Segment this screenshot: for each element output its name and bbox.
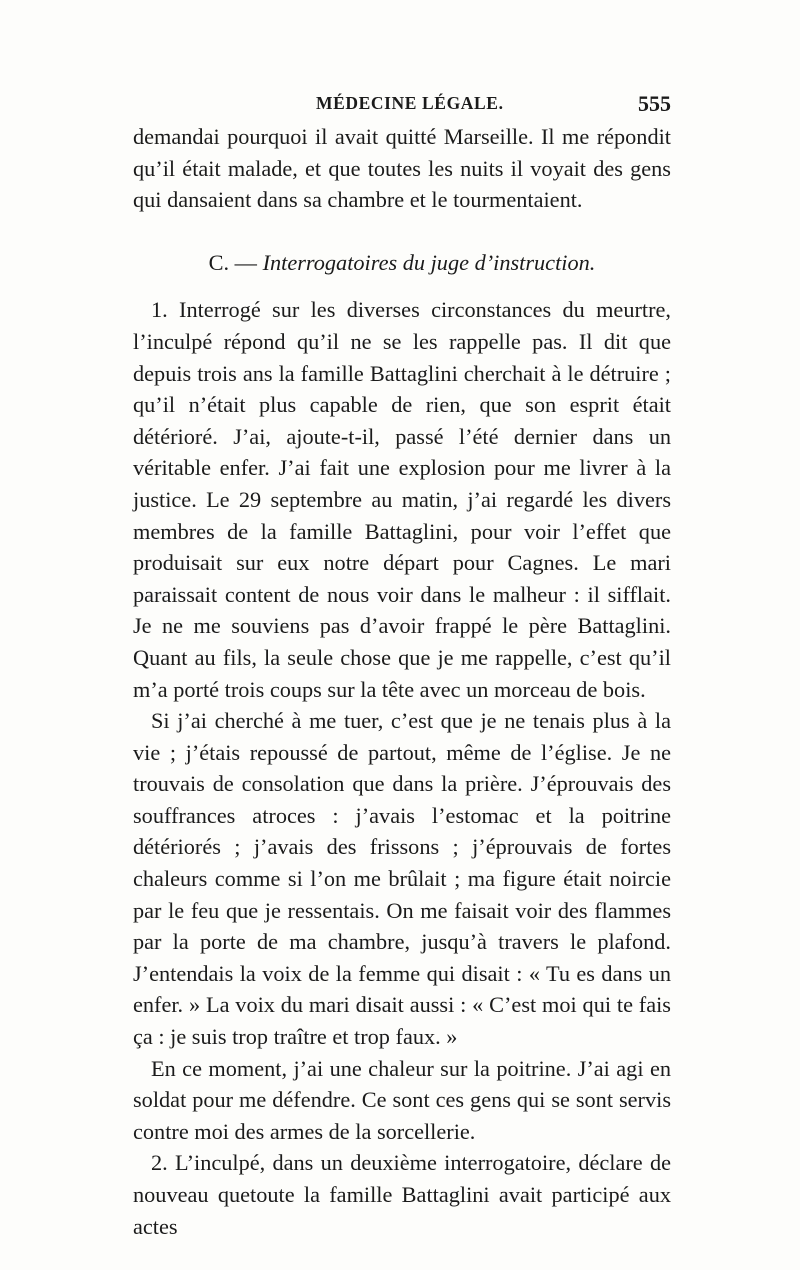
body-text: [133, 121, 671, 1242]
paragraph-continued: demandai pourquoi il avait quitté Marseille. Il me répondit qu’il était malade, et que toutes les nuits il voyait des gens qui dansaient dans sa chambre et le tourmentaient.: [133, 124, 671, 213]
paragraph-3: En ce moment, j’ai une chaleur sur la poitrine. J’ai agi en soldat pour me défendre. Ce sont ces gens qui se sont servis contre moi des armes de la sorcellerie.: [133, 1055, 671, 1144]
section-heading-title: Interrogatoires du juge d’instruction.: [262, 249, 596, 275]
section-heading-letter: C. —: [208, 249, 257, 275]
section-heading: [133, 247, 671, 279]
paragraph-4: 2. L’inculpé, dans un deuxième interrogatoire, déclare de nouveau quetoute la famille Battaglini avait participé aux actes: [133, 1150, 671, 1239]
page-header: [131, 91, 671, 121]
paragraph-1: 1. Interrogé sur les diverses circonstances du meurtre, l’inculpé répond qu’il ne se les rappelle pas. Il dit que depuis trois ans la famille Battaglini cherchait à le détruire ; qu’il n’était plus capable de rien, que son esprit était détérioré. J’ai, ajoute-t-il, passé l’été dernier dans un véritable enfer. J’ai fait une explosion pour me livrer à la justice. Le 29 septembre au matin, j’ai regardé les divers membres de la famille Battaglini, pour voir l’effet que produisait sur eux notre départ pour Cagnes. Le mari paraissait content de nous voir dans le malheur : il sifflait. Je ne me souviens pas d’avoir frappé le père Battaglini. Quant au fils, la seule chose que je me rappelle, c’est qu’il m’a porté trois coups sur la tête avec un morceau de bois.: [133, 297, 671, 702]
paragraph-2: Si j’ai cherché à me tuer, c’est que je ne tenais plus à la vie ; j’étais repoussé de partout, même de l’église. Je ne trouvais de consolation que dans la prière. J’éprouvais des souffrances atroces : j’avais l’estomac et la poitrine détériorés ; j’avais des frissons ; j’éprouvais de fortes chaleurs comme si l’on me brûlait ; ma figure était noircie par le feu que je ressentais. On me faisait voir des flammes par la porte de ma chambre, jusqu’à travers le plafond. J’entendais la voix de la femme qui disait : « Tu es dans un enfer. » La voix du mari disait aussi : « C’est moi qui te fais ça : je suis trop traître et trop faux. »: [133, 708, 671, 1050]
running-title: MÉDECINE LÉGALE.: [316, 93, 504, 113]
page-number: 555: [638, 91, 671, 116]
